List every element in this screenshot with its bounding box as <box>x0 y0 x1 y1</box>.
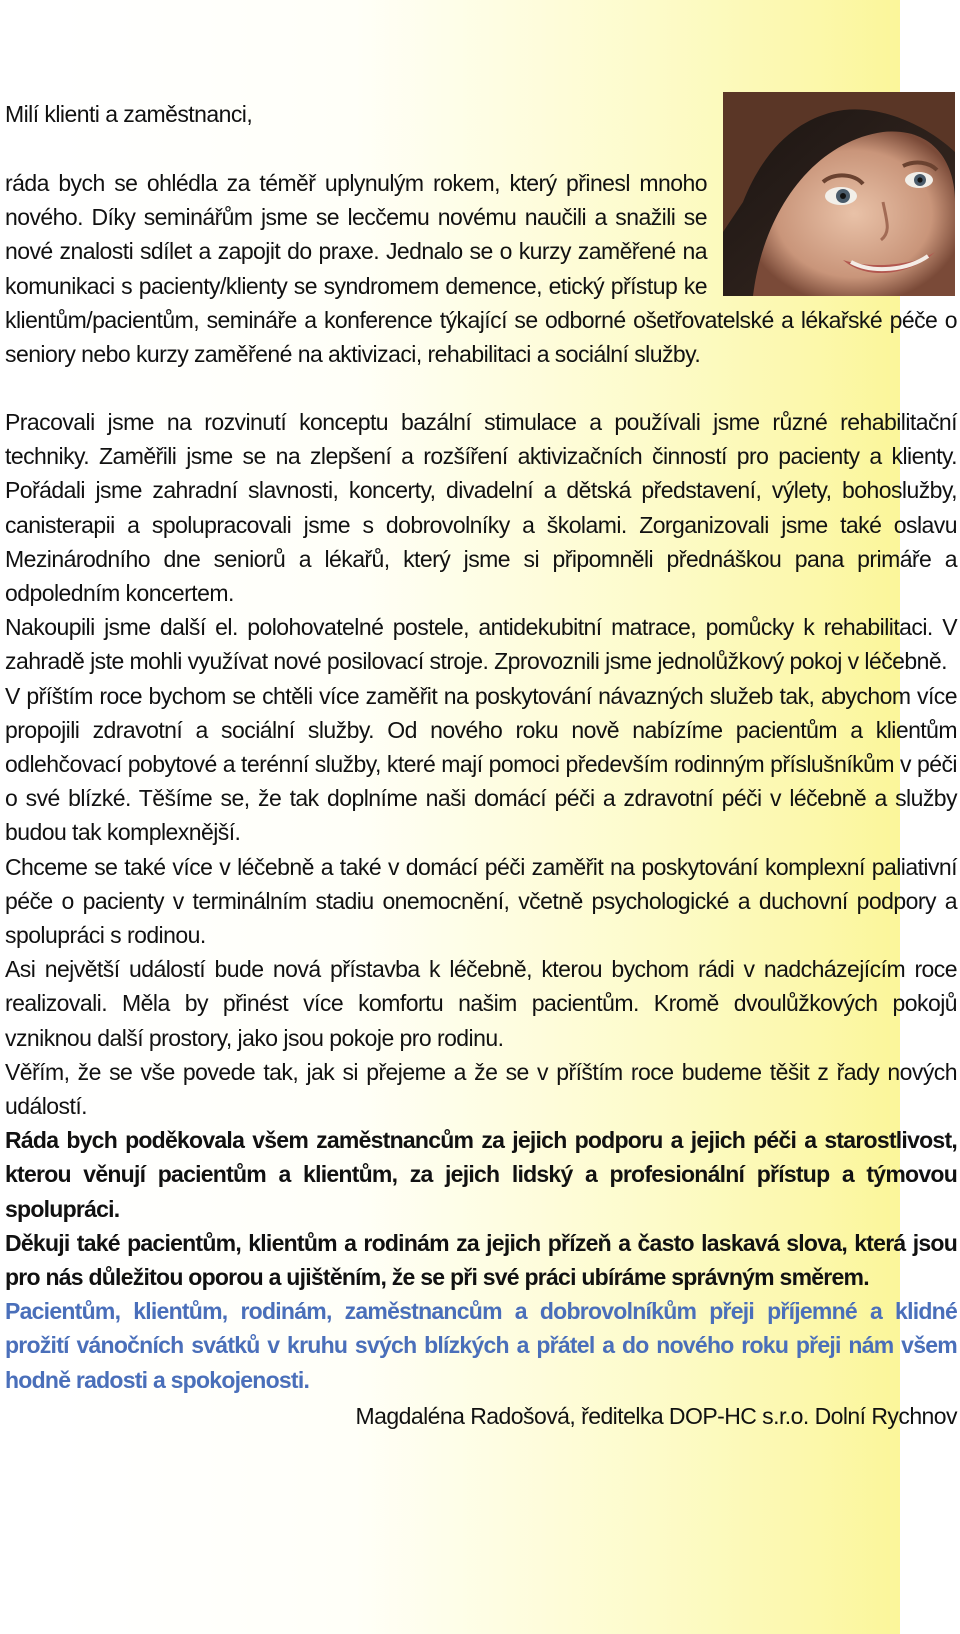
holiday-wishes: Pacientům, klientům, rodinám, zaměstnancům a dobrovolníkům přeji příjemné a klidné prožití vánočních svátků v kruhu svých blízkých a přátel a do nového roku přeji nám všem hodně radosti a spokojenosti. <box>5 1298 957 1393</box>
photo-spacer <box>707 166 957 299</box>
letter-body <box>5 405 957 1433</box>
paragraph-activities: Pracovali jsme na rozvinutí konceptu bazální stimulace a používali jsme různé rehabilitační techniky. Zaměřili jsme se na zlepšení a rozšíření aktivizačních činností pro pacienty a klienty. Pořádali jsme zahradní slavnosti, koncerty, divadelní a dětská představení, výlety, bohoslužby, canisterapii a spolupracovali jsme s dobrovolníky a školami. Zorganizovali jsme také oslavu Mezinárodního dne seniorů a lékařů, který jsme si připomněli přednáškou pana primáře a odpoledním koncertem. <box>5 409 957 607</box>
paragraph-plans: V příštím roce bychom se chtěli více zaměřit na poskytování návazných služeb tak, abychom více propojili zdravotní a sociální služby. Od nového roku nově nabízíme pacientům a klientům odlehčovací pobytové a terénní služby, které mají pomoci především rodinným příslušníkům v péči o své blízké. Těšíme se, že tak doplníme naši domácí péči a zdravotní péči v léčebně a služby budou tak komplexnější. <box>5 682 957 846</box>
paragraph-palliative: Chceme se také více v léčebně a také v domácí péči zaměřit na poskytování komplexní paliativní péče o pacienty v terminálním stadiu onemocnění, včetně psychologické a duchovní podpory a spolupráci s rodinou. <box>5 853 957 949</box>
paragraph-extension: Asi největší událostí bude nová přístavba k léčebně, kterou bychom rádi v nadcházejícím roce realizovali. Měla by přinést více komfortu našim pacientům. Kromě dvoulůžkových pokojů vzniknou další prostory, jako jsou pokoje pro rodinu. <box>5 956 957 1051</box>
intro-paragraph <box>5 166 957 371</box>
signature: Magdaléna Radošová, ředitelka DOP-HC s.r.o. Dolní Rychnov <box>355 1402 957 1429</box>
greeting: Milí klienti a zaměstnanci, <box>5 101 253 127</box>
paragraph-equipment: Nakoupili jsme další el. polohovatelné postele, antidekubitní matrace, pomůcky k rehabilitaci. V zahradě jste mohli využívat nové posilovací stroje. Zprovoznili jsme jednolůžkový pokoj v léčebně. <box>5 614 957 675</box>
thanks-patients: Děkuji také pacientům, klientům a rodinám za jejich přízeň a často laskavá slova, která jsou pro nás důležitou oporou a ujištěním, že se při své práci ubíráme správným směrem. <box>5 1229 957 1291</box>
intro-text: ráda bych se ohlédla za téměř uplynulým rokem, který přinesl mnoho nového. Díky seminářům jsme se lecčemu novému naučili a snažili se nové znalosti sdílet a zapojit do praxe. Jednalo se o kurzy zaměřené na komunikaci s pacienty/klienty se syndromem demence, etický přístup ke klientům/pacientům, semináře a konference týkající se odborné ošetřovatelské a lékařské péče o seniory nebo kurzy zaměřené na aktivizaci, rehabilitaci a sociální služby. <box>5 170 957 368</box>
paragraph-hope: Věřím, že se vše povede tak, jak si přejeme a že se v příštím roce budeme těšit z řady nových událostí. <box>5 1058 957 1120</box>
thanks-staff: Ráda bych poděkovala všem zaměstnancům za jejich podporu a jejich péči a starostlivost, kterou věnují pacientům a klientům, za jejich lidský a profesionální přístup a týmovou spolupráci. <box>5 1127 957 1222</box>
